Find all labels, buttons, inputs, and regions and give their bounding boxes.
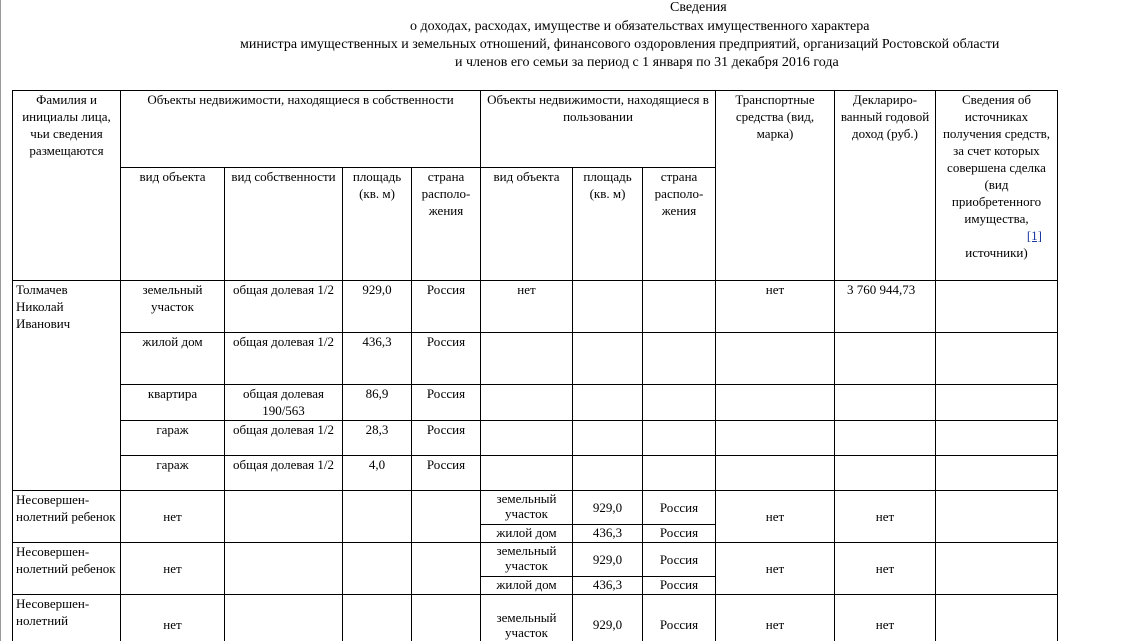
header-owned-ownership: вид собственности	[225, 168, 343, 281]
owned-ownership: общая долевая 1/2	[225, 421, 343, 456]
used-none: нет	[481, 281, 573, 333]
table-row	[13, 385, 1058, 421]
owned-country: Россия	[412, 456, 481, 491]
empty-cell	[835, 385, 936, 421]
used-type: земельный участок	[481, 543, 573, 577]
empty-cell	[835, 456, 936, 491]
empty-cell	[481, 385, 573, 421]
header-owned-type: вид объекта	[121, 168, 225, 281]
empty-cell	[481, 421, 573, 456]
used-area: 929,0	[573, 595, 643, 641]
income: 3 760 944,73	[835, 281, 936, 333]
empty-cell	[936, 333, 1058, 385]
doc-title: Сведения	[670, 0, 727, 15]
income: нет	[835, 491, 936, 543]
empty-cell	[716, 333, 835, 385]
vehicles: нет	[716, 281, 835, 333]
person-name: Несовершен-нолетний ребенок	[13, 543, 121, 595]
doc-subtitle-1: о доходах, расходах, имуществе и обязательствах имущественного характера	[410, 19, 870, 34]
empty-cell	[643, 333, 716, 385]
owned-area: 4,0	[343, 456, 412, 491]
empty-cell	[343, 595, 412, 641]
header-used-type: вид объекта	[481, 168, 573, 281]
table-row	[13, 281, 1058, 333]
empty-cell	[481, 456, 573, 491]
sources	[936, 595, 1058, 641]
person-name: Несовершен-нолетний	[13, 595, 121, 641]
empty-cell	[573, 456, 643, 491]
owned-area: 436,3	[343, 333, 412, 385]
header-used-group: Объекты недвижимости, находящиеся в пользовании	[481, 91, 716, 168]
header-income: Деклариро-ванный годовой доход (руб.)	[835, 91, 936, 281]
empty-cell	[716, 456, 835, 491]
sources	[936, 543, 1058, 595]
owned-country: Россия	[412, 385, 481, 421]
doc-subtitle-2: министра имущественных и земельных отношений, финансового оздоровления предприятий, организаций Ростовской области	[240, 37, 1000, 52]
empty-cell	[573, 333, 643, 385]
used-area: 436,3	[573, 577, 643, 595]
empty-cell	[835, 333, 936, 385]
income: нет	[835, 543, 936, 595]
header-sources-text: Сведения об источниках получения средств, за счет которых совершена сделка (вид приобретенного имущества,	[942, 92, 1051, 226]
header-vehicles: Транспортные средства (вид, марка)	[716, 91, 835, 281]
used-type: жилой дом	[481, 525, 573, 543]
used-type: земельный участок	[481, 595, 573, 641]
person-name: Толмачев Николай Иванович	[13, 281, 121, 491]
owned-area: 86,9	[343, 385, 412, 421]
vehicles: нет	[716, 491, 835, 543]
header-sources-tail: источники)	[965, 245, 1028, 260]
person-name: Несовершен-нолетний ребенок	[13, 491, 121, 543]
income: нет	[835, 595, 936, 641]
owned-none: нет	[121, 491, 225, 543]
doc-subtitle-3: и членов его семьи за период с 1 января по 31 декабря 2016 года	[455, 55, 839, 70]
header-owned-country: страна располо-жения	[412, 168, 481, 281]
sources	[936, 491, 1058, 543]
vehicles: нет	[716, 595, 835, 641]
empty-cell	[343, 491, 412, 543]
owned-type: жилой дом	[121, 333, 225, 385]
table-row	[13, 333, 1058, 385]
header-used-country: страна располо-жения	[643, 168, 716, 281]
empty-cell	[643, 385, 716, 421]
sources	[936, 281, 1058, 333]
declaration-table	[12, 90, 1058, 641]
empty-cell	[835, 421, 936, 456]
empty-cell	[716, 385, 835, 421]
owned-type: гараж	[121, 421, 225, 456]
empty-cell	[573, 385, 643, 421]
used-country: Россия	[643, 491, 716, 525]
empty-cell	[412, 491, 481, 543]
empty-cell	[936, 421, 1058, 456]
empty-cell	[573, 421, 643, 456]
empty-cell	[343, 543, 412, 595]
owned-area: 929,0	[343, 281, 412, 333]
used-area	[573, 281, 643, 333]
empty-cell	[716, 421, 835, 456]
used-country	[643, 281, 716, 333]
empty-cell	[225, 595, 343, 641]
used-country: Россия	[643, 595, 716, 641]
owned-none: нет	[121, 595, 225, 641]
table-row	[13, 456, 1058, 491]
empty-cell	[412, 543, 481, 595]
empty-cell	[225, 543, 343, 595]
used-type: жилой дом	[481, 577, 573, 595]
footnote-link[interactable]: [1]	[1026, 228, 1042, 243]
owned-ownership: общая долевая 1/2	[225, 281, 343, 333]
owned-type: гараж	[121, 456, 225, 491]
owned-type: квартира	[121, 385, 225, 421]
header-used-area: площадь (кв. м)	[573, 168, 643, 281]
used-country: Россия	[643, 525, 716, 543]
table-row	[13, 595, 1058, 641]
empty-cell	[412, 595, 481, 641]
owned-type: земельный участок	[121, 281, 225, 333]
header-sources	[936, 91, 1058, 281]
owned-area: 28,3	[343, 421, 412, 456]
empty-cell	[481, 333, 573, 385]
owned-country: Россия	[412, 421, 481, 456]
used-area: 436,3	[573, 525, 643, 543]
owned-country: Россия	[412, 281, 481, 333]
table-row	[13, 421, 1058, 456]
header-name: Фамилия и инициалы лица, чьи сведения размещаются	[13, 91, 121, 281]
used-area: 929,0	[573, 491, 643, 525]
header-owned-group: Объекты недвижимости, находящиеся в собственности	[121, 91, 481, 168]
used-area: 929,0	[573, 543, 643, 577]
owned-ownership: общая долевая 190/563	[225, 385, 343, 421]
empty-cell	[225, 491, 343, 543]
owned-country: Россия	[412, 333, 481, 385]
used-type: земельный участок	[481, 491, 573, 525]
used-country: Россия	[643, 577, 716, 595]
owned-ownership: общая долевая 1/2	[225, 456, 343, 491]
empty-cell	[643, 421, 716, 456]
window-edge	[0, 0, 1, 641]
empty-cell	[936, 456, 1058, 491]
header-row-1	[13, 91, 1058, 168]
table-row	[13, 491, 1058, 525]
empty-cell	[643, 456, 716, 491]
owned-ownership: общая долевая 1/2	[225, 333, 343, 385]
used-country: Россия	[643, 543, 716, 577]
vehicles: нет	[716, 543, 835, 595]
owned-none: нет	[121, 543, 225, 595]
table-row	[13, 543, 1058, 577]
header-owned-area: площадь (кв. м)	[343, 168, 412, 281]
empty-cell	[936, 385, 1058, 421]
